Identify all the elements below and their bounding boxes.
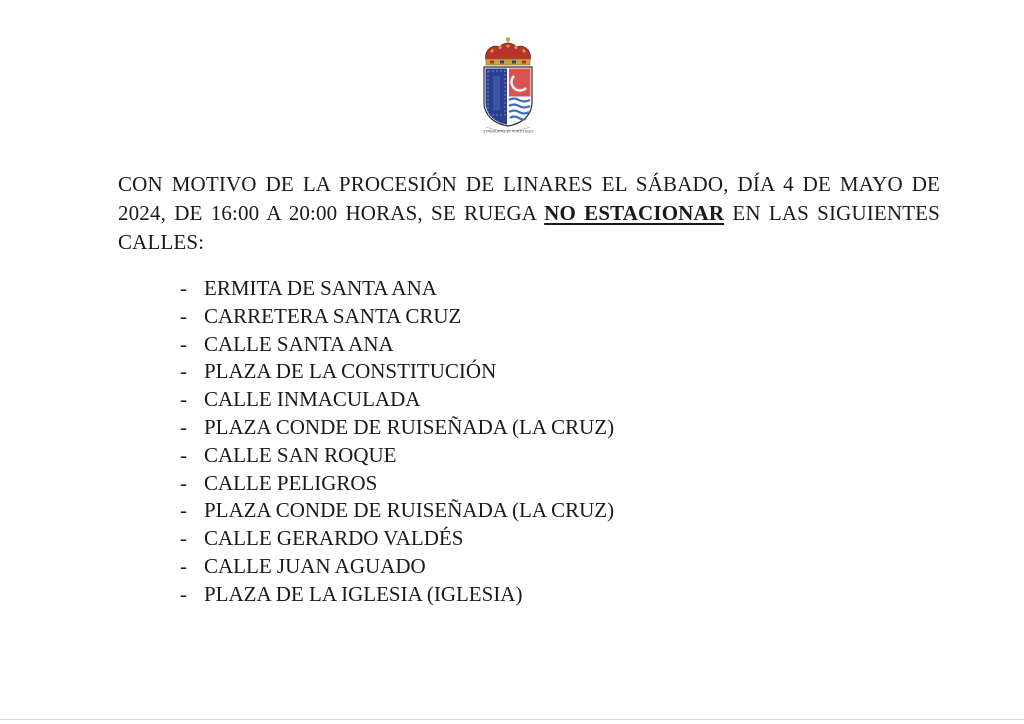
list-dash: - [180,359,187,384]
street-item [180,331,614,359]
street-item [180,386,614,414]
notice-paragraph [118,170,940,257]
crown-icon [486,37,531,65]
list-dash: - [180,553,187,578]
street-item [180,442,614,470]
street-name: CALLE SANTA ANA [204,331,394,356]
street-name: CALLE GERARDO VALDÉS [204,526,464,551]
scan-edge-line [0,719,1024,720]
street-name: PLAZA CONDE DE RUISEÑADA (LA CRUZ) [204,498,615,523]
municipal-crest-logo [478,36,538,134]
street-item [180,553,614,581]
street-item [180,275,614,303]
street-name: CALLE SAN ROQUE [204,442,397,467]
list-dash: - [180,331,187,356]
street-name: PLAZA DE LA CONSTITUCIÓN [204,359,497,384]
street-list [180,275,614,609]
street-name: CALLE JUAN AGUADO [204,553,426,578]
no-parking-emphasis: NO ESTACIONAR [544,201,725,225]
street-name: PLAZA CONDE DE RUISEÑADA (LA CRUZ) [204,414,615,439]
street-item [180,470,614,498]
list-dash: - [180,276,187,300]
street-item [180,414,614,442]
crest-motto: STRENUITAS ET FORTITUDO [483,129,533,134]
list-dash: - [180,414,187,439]
street-name: CALLE PELIGROS [204,470,378,495]
street-name: CARRETERA SANTA CRUZ [204,303,462,328]
list-dash: - [180,442,187,467]
street-item [180,581,614,609]
list-dash: - [180,303,187,328]
list-dash: - [180,581,187,606]
shield-icon [484,67,532,126]
street-item [180,497,614,525]
street-name: CALLE INMACULADA [204,387,421,412]
notice-text-after: EN LAS SIGUIENTES CALLES: [118,201,940,254]
street-item [180,525,614,553]
list-dash: - [180,498,187,523]
street-item [180,358,614,386]
notice-text-before: CON MOTIVO DE LA PROCESIÓN DE LINARES EL SÁBADO, DÍA 4 DE MAYO DE 2024, DE 16:00 A 20:00 HORAS, SE RUEGA [118,172,940,225]
list-dash: - [180,387,187,412]
street-name: ERMITA DE SANTA ANA [204,276,437,300]
list-dash: - [180,470,187,495]
list-dash: - [180,526,187,551]
street-name: PLAZA DE LA IGLESIA (IGLESIA) [204,581,523,606]
street-item [180,303,614,331]
